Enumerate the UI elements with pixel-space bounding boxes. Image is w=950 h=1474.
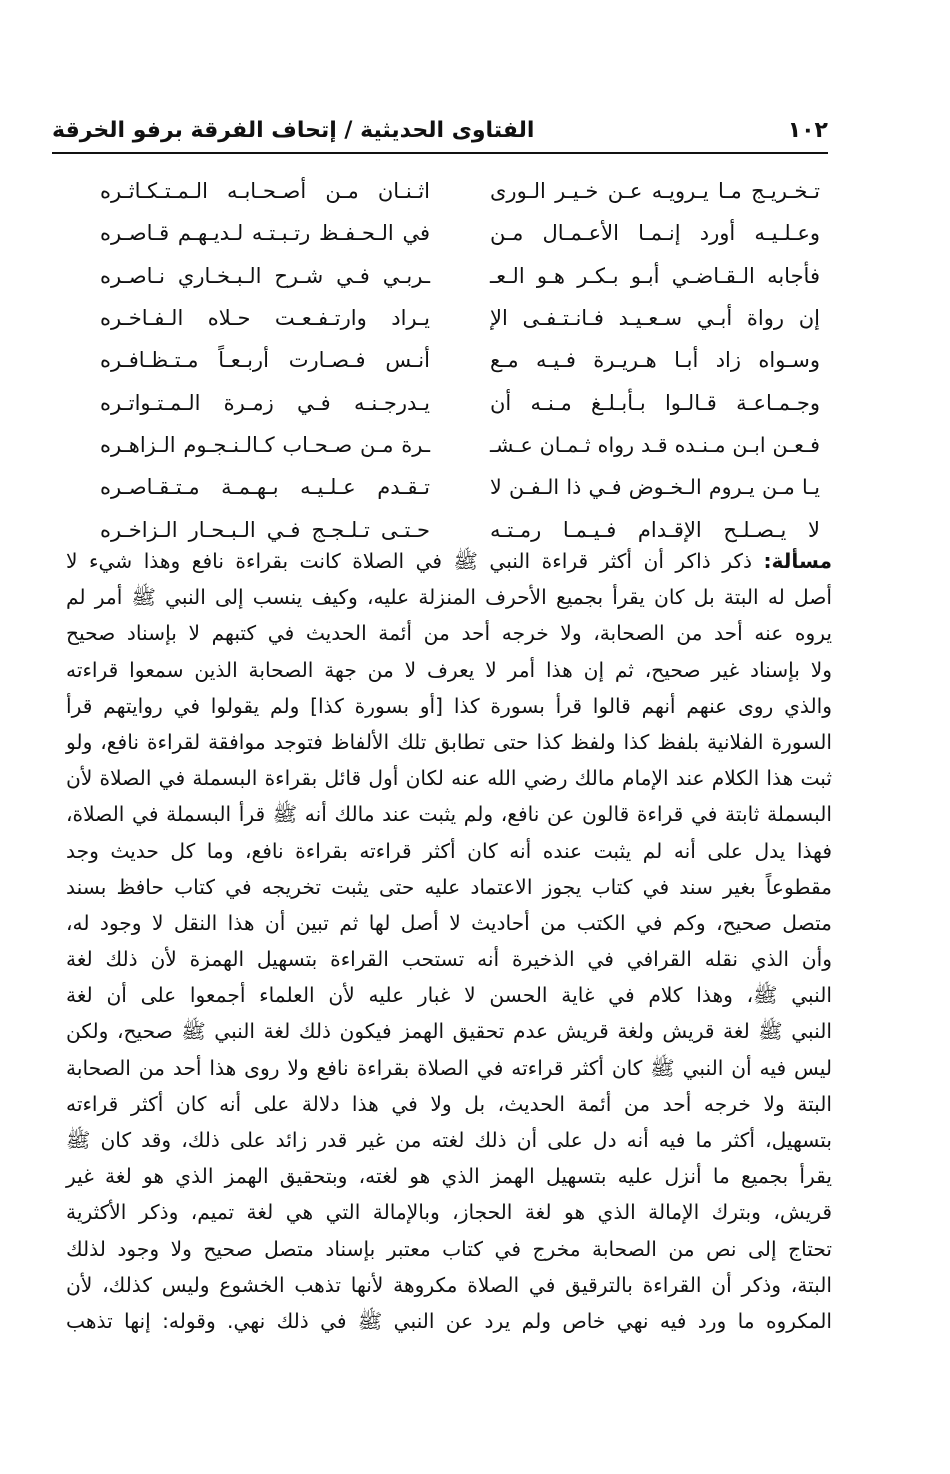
hemistich-right: إن رواة أبـي سـعـيـد فـانـتـفـى الإ <box>490 306 820 331</box>
hemistich-right: وجـمـاعـة قـالـوا بـأبـلـغ مـنـه أن <box>490 390 820 415</box>
first-line-text: ذكر ذاكر أن أكثر قراءة النبي ﷺ في الصلاة كانت بقراءة نافع وهذا شيء لا <box>66 549 752 573</box>
poem <box>100 170 820 551</box>
hemistich-left: تـقـدم عـلـيـه بـهـمـة مـتـقـاصـره <box>100 475 430 500</box>
verse <box>100 255 820 297</box>
hemistich-left: حـتـى تـلـجـج فـي الـبـحـار الـزاخـره <box>100 517 430 542</box>
verse <box>100 466 820 508</box>
prose-line: أصل له البتة بل كان يقرأ بجميع الأحرف المنزلة عليه، وكيف ينسب إلى النبي ﷺ أمر لم <box>66 585 832 610</box>
running-title: الفتاوى الحديثية / إتحاف الفرقة برفو الخرقة <box>52 117 535 143</box>
hemistich-right: فـعـن ابـن مـنـده قـد رواه ثـمـان عـشـ <box>490 432 820 457</box>
verse <box>100 381 820 423</box>
prose-line: بتسهيل، أكثر ما فيه أنه دل على أن ذلك لغته من غير قدر زائد على ذلك، وقد كان ﷺ <box>66 1128 832 1152</box>
hemistich-right: فأجابه الـقـاضـي أبـو بـكـر هـو الـعـ <box>490 263 820 288</box>
running-header <box>52 112 828 148</box>
prose-line: النبي ﷺ، وهذا كلام في غاية الحسن لا غبار عليه لأن العلماء أجمعوا على أن لغة <box>66 983 832 1008</box>
hemistich-right: لا يـصـلـح الإقـدام فـيـمـا رمـتـه <box>490 517 820 542</box>
verse <box>100 339 820 381</box>
prose-line: يقرأ بجميع ما أنزل عليه بتسهيل الهمز الذي هو لغته، وبتحقيق الهمز الذي هو لغة غير <box>66 1164 832 1189</box>
prose-line: والذي روى عنهم أنهم قالوا قرأ بسورة كذا [أو بسورة كذا] ولم يقولوا في روايتهم قرأ <box>66 693 832 718</box>
hemistich-left: ـربـي فـي شـرح الـبـخـاري نـاصـره <box>100 263 430 288</box>
prose-line: البتة ولا خرجه أحد من أئمة الحديث، بل ولا في هذا دلالة على أنه كان أكثر قراءته <box>66 1091 832 1116</box>
hemistich-left: أنـس فـصـارت أربـعـاً مـتـظـافـره <box>100 348 430 373</box>
prose-line: النبي ﷺ لغة قريش ولغة قريش عدم تحقيق الهمز فيكون ذلك لغة النبي ﷺ صحيح، ولكن <box>66 1019 832 1044</box>
prose-line: تحتاج إلى نص من الصحابة مخرج في كتاب معتبر بإسناد متصل صحيح ولا وجود لذلك <box>66 1236 832 1261</box>
hemistich-right: وعـلـيـه أورد إنـمـا الأعـمـال مـن <box>490 221 820 246</box>
prose-line: يروه عنه أحد من الصحابة، ولا خرجه أحد من أئمة الحديث في كتبهم لا بإسناد صحيح <box>66 621 832 646</box>
hemistich-right: وسـواه زاد أبـا هـريـرة فـيـه مـع <box>490 348 820 373</box>
prose-line <box>66 543 832 579</box>
verse <box>100 424 820 466</box>
hemistich-right: يـا مـن يـروم الـخـوض فـي ذا الـفـن لا <box>490 475 820 500</box>
prose-line: ليس فيه أن النبي ﷺ كان أكثر قراءته في الصلاة بقراءة نافع ولا روى هذا أحد من الصحابة <box>66 1055 832 1080</box>
prose-line: متصل صحيح، وكم في الكتب من أحاديث لا أصل لها ثم تبين أن هذا النقل لا وجود له، <box>66 910 832 935</box>
prose-line: البسملة ثابتة في قراءة قالون عن نافع، ولم يثبت عند مالك أنه ﷺ قرأ البسملة في الصلاة، <box>66 802 832 827</box>
prose-body <box>66 543 832 1339</box>
prose-line: مقطوعاً بغير سند في كتاب يجوز الاعتماد عليه حتى يثبت تخريجه في كتاب حافظ بسند <box>66 874 832 899</box>
prose-line: ولا بإسناد غير صحيح، ثم إن هذا أمر لا يعرف لا من جهة الصحابة الذين سمعوا قراءته <box>66 657 832 682</box>
prose-line: المكروه ما ورد فيه نهي خاص ولم يرد عن النبي ﷺ في ذلك نهي. وقوله: إنها تذهب <box>66 1308 832 1333</box>
prose-line: ثبت هذا الكلام عند الإمام مالك رضي الله عنه لكان أول قائل بقراءة البسملة في الصلاة لأن <box>66 766 832 791</box>
masala-term: مسألة: <box>763 549 832 573</box>
verse <box>100 212 820 254</box>
hemistich-left: يـدرجـنـه فـي زمـرة الـمـتـواتـره <box>100 390 430 415</box>
page-number: ١٠٢ <box>787 117 828 143</box>
hemistich-left: في الـحـفـظ رتـبـتـه لـديـهـم قـاصـره <box>100 221 430 246</box>
prose-line: قريش، وبترك الإمالة الذي هو لغة الحجاز، وبالإمالة التي هي لغة تميم، وذكر الأكثرية <box>66 1200 832 1225</box>
hemistich-left: ـرة مـن صـحـاب كـالـنـجـوم الـزاهـره <box>100 432 430 457</box>
prose-line: البتة، وذكر أن القراءة بالترقيق في الصلاة مكروهة لأنها تذهب الخشوع وليس كذلك، لأن <box>66 1272 832 1297</box>
hemistich-right: تـخـريـج مـا يـرويـه عـن خـيـر الـورى <box>490 179 820 204</box>
prose-line: السورة الفلانية بلفظ كذا ولفظ كذا حتى تطابق تلك الألفاظ فتوجد موافقة لقراءة نافع، ولو <box>66 729 832 754</box>
prose-line: وأن الذي نقله القرافي في الذخيرة أنه تستحب القراءة بتسهيل الهمزة لأن ذلك لغة <box>66 947 832 972</box>
hemistich-left: يـراد وارتـفـعـت حـلاه الـفـاخـره <box>100 306 430 331</box>
hemistich-left: اثـنـان مـن أصـحـابـه الـمـتـكـاثـره <box>100 179 430 204</box>
verse <box>100 170 820 212</box>
prose-line: فهذا يدل على أنه لم يثبت عنده أنه كان أكثر قراءته بقراءة نافع، وما كل حديث وجد <box>66 838 832 863</box>
header-rule <box>52 152 828 154</box>
verse <box>100 297 820 339</box>
